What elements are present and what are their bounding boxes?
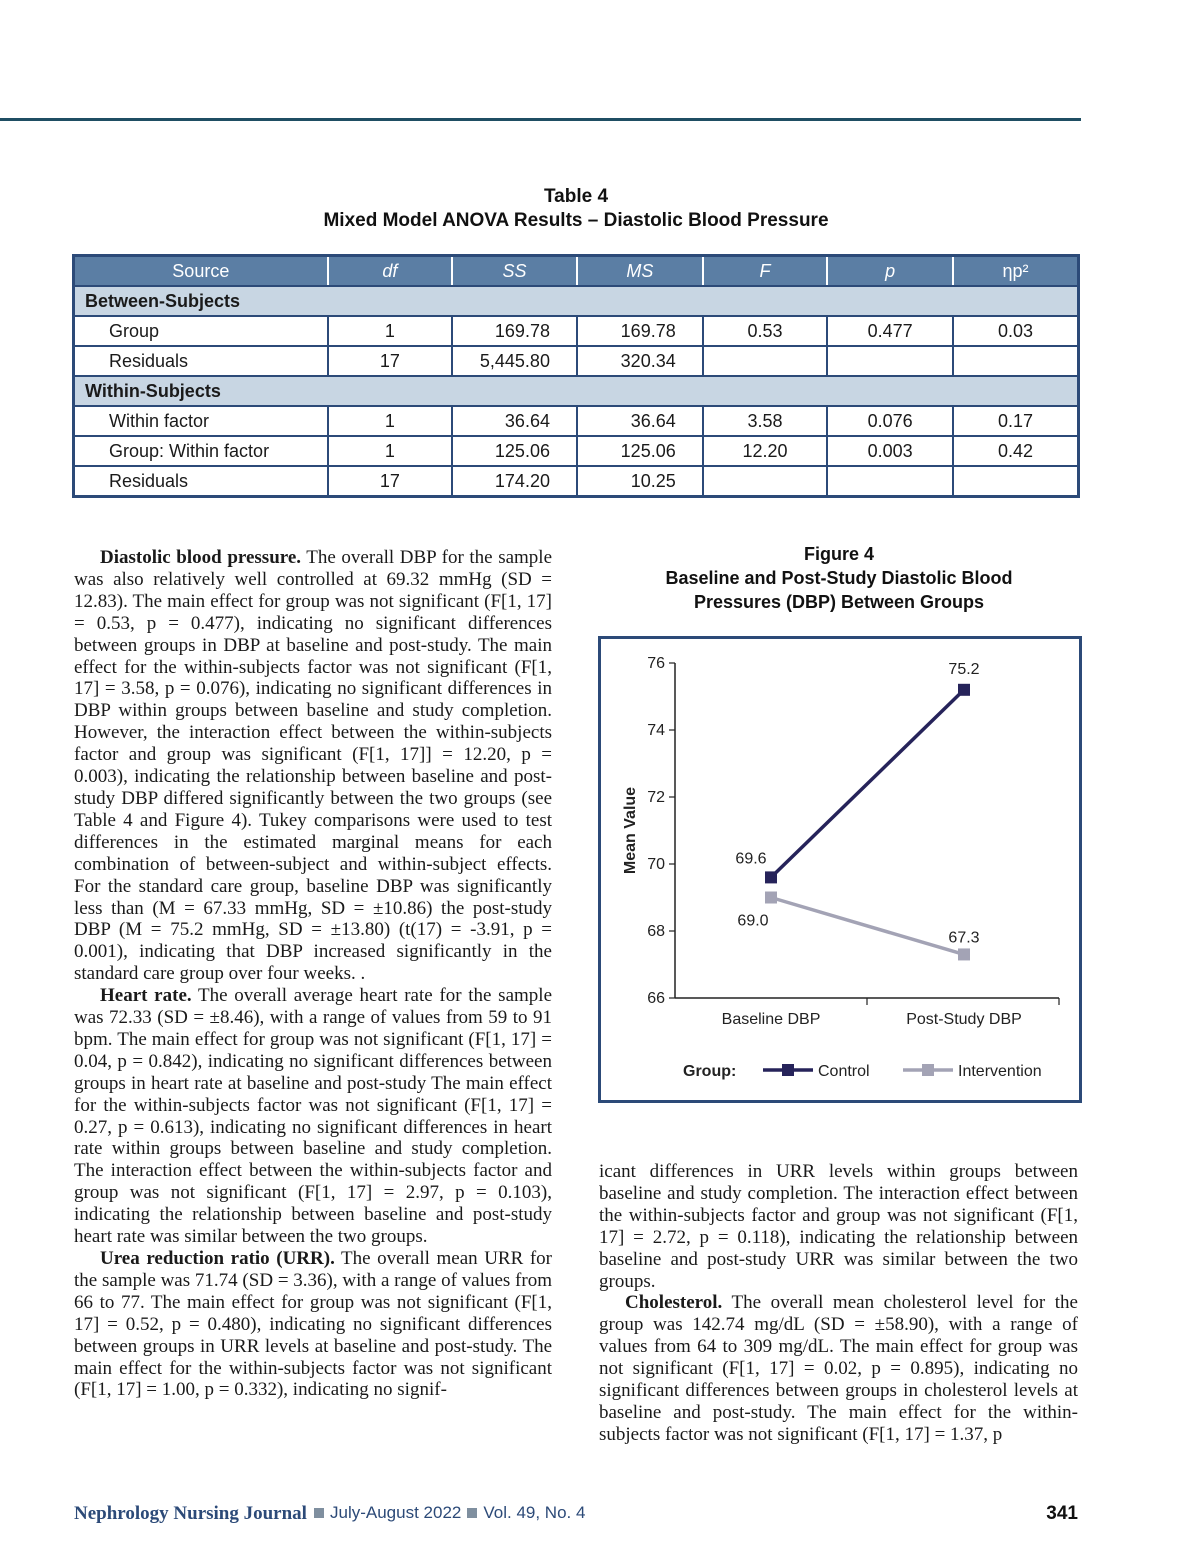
paragraph-dbp bbox=[74, 547, 552, 985]
data-label: 67.3 bbox=[948, 929, 980, 947]
cell-eta: 0.03 bbox=[953, 316, 1079, 346]
footer-issue bbox=[308, 1503, 585, 1523]
y-tick-label: 66 bbox=[647, 990, 665, 1007]
cell-p: 0.477 bbox=[827, 316, 953, 346]
table-row bbox=[74, 406, 1079, 436]
cell-df: 17 bbox=[328, 346, 452, 376]
cell-ms: 36.64 bbox=[577, 406, 703, 436]
cell-df: 1 bbox=[328, 406, 452, 436]
y-tick-label: 68 bbox=[647, 923, 665, 940]
section-row bbox=[74, 376, 1079, 406]
data-label: 69.0 bbox=[737, 912, 769, 930]
footer-journal-name: Nephrology Nursing Journal bbox=[74, 1503, 307, 1524]
cell-source: Group: Within factor bbox=[74, 436, 328, 466]
header-df: df bbox=[328, 256, 452, 287]
cell-source: Within factor bbox=[74, 406, 328, 436]
cell-f: 12.20 bbox=[703, 436, 828, 466]
figure-box bbox=[598, 636, 1082, 1103]
header-ss: SS bbox=[452, 256, 577, 287]
body-cholesterol: The overall mean cholesterol level for the group was 142.74 mg/dL (SD = ±58.90), with a range of values from 64 to 309 mg/dL. The main effect for group was not significant (F[1, 17] = 0.02, p = 0.895), indicating no significant differences between groups in cholesterol levels at baseline and post-study. The main effect for the within-subjects factor was not significant (F[1, 17] = 1.37, p bbox=[599, 1292, 1078, 1445]
body-heart-rate: The overall average heart rate for the sample was 72.33 (SD = ±8.46), with a range of values from 59 to 91 bpm. The main effect for group was not significant (F[1, 17] = 0.04, p = 0.842), indicating no significant differences between groups in heart rate at baseline and post-study The main effect for the within-subjects factor was not significant (F[1, 17] = 0.27, p = 0.613), indicating no significant differences in heart rate within groups between baseline and study completion. The interaction effect between the within-subjects factor and group was not significant (F[1, 17] = 2.97, p = 0.103), indicating the relationship between baseline and post-study heart rate was similar between the two groups. bbox=[74, 985, 552, 1248]
y-tick-label: 76 bbox=[647, 655, 665, 672]
header-p: p bbox=[827, 256, 953, 287]
figure-number: Figure 4 bbox=[803, 544, 874, 564]
cell-ms: 10.25 bbox=[577, 466, 703, 497]
data-point-control bbox=[765, 871, 777, 883]
section-label: Within-Subjects bbox=[74, 376, 1079, 406]
cell-df: 17 bbox=[328, 466, 452, 497]
heading-cholesterol: Cholesterol. bbox=[625, 1292, 723, 1314]
cell-eta bbox=[953, 466, 1079, 497]
table-header-row bbox=[74, 256, 1079, 287]
footer-issue-date: July-August 2022 bbox=[330, 1503, 462, 1522]
right-column bbox=[599, 1161, 1078, 1446]
table-row bbox=[74, 466, 1079, 497]
section-label: Between-Subjects bbox=[74, 286, 1079, 316]
y-tick-label: 72 bbox=[647, 789, 665, 806]
cell-ss: 125.06 bbox=[452, 436, 577, 466]
body-urr-continued: icant differences in URR levels within groups between baseline and study completion. The interaction effect between the within-subjects factor and group was not significant (F[1, 17] = 2.72, p = 0.118), indicating the relationship between baseline and post-study URR was similar between the two groups. bbox=[599, 1161, 1078, 1292]
header-ms: MS bbox=[577, 256, 703, 287]
anova-table bbox=[72, 254, 1080, 498]
cell-f: 3.58 bbox=[703, 406, 828, 436]
cell-eta bbox=[953, 346, 1079, 376]
cell-p bbox=[827, 466, 953, 497]
cell-p: 0.003 bbox=[827, 436, 953, 466]
table-title: Mixed Model ANOVA Results – Diastolic Blood Pressure bbox=[323, 210, 829, 231]
data-point-intervention bbox=[958, 948, 970, 960]
y-axis-title: Mean Value bbox=[622, 786, 639, 875]
data-label: 69.6 bbox=[735, 850, 767, 868]
cell-df: 1 bbox=[328, 316, 452, 346]
series-line-control bbox=[771, 690, 964, 878]
table-number: Table 4 bbox=[543, 186, 609, 207]
legend-marker-control bbox=[782, 1064, 794, 1076]
cell-ms: 169.78 bbox=[577, 316, 703, 346]
body-urr: The overall mean URR for the sample was 71.74 (SD = 3.36), with a range of values from 66 to 77. The main effect for group was not significant (F[1, 17] = 0.52, p = 0.480), indicating no significant differences between groups in URR levels at baseline and post-study. The main effect for the within-subjects factor was not significant (F[1, 17] = 1.00, p = 0.332), indicating no signif- bbox=[74, 1248, 552, 1401]
series-line-intervention bbox=[771, 898, 964, 955]
cell-p bbox=[827, 346, 953, 376]
x-tick-label: Post-Study DBP bbox=[906, 1011, 1022, 1028]
left-column bbox=[74, 547, 552, 1401]
paragraph-heart-rate bbox=[74, 985, 552, 1248]
figure-title-line1: Baseline and Post-Study Diastolic Blood bbox=[665, 568, 1013, 588]
body-dbp: The overall DBP for the sample was also relatively well controlled at 69.32 mmHg (SD = 12.83). The main effect for group was not significant (F[1, 17] = 0.53, p = 0.477), indicating no significant differences between groups in DBP at baseline and post-study. The main effect for the within-subjects factor was not significant (F[1, 17] = 3.58, p = 0.076), indicating no significant differences in DBP within groups between baseline and study completion. However, the interaction effect between the within-subjects factor and group was significant (F[1, 17]] = 12.20, p = 0.003), indicating the relationship between baseline and post-study DBP differed significantly between the two groups (see Table 4 and Figure 4). Tukey comparisons were used to test differences in the estimated marginal means for each combination of between-subject and within-subject effects. For the standard care group, baseline DBP was significantly less than (M = 67.33 mmHg, SD = ±10.86) the post-study DBP (M = 75.2 mmHg, SD = ±13.80) (t(17) = -3.91, p = 0.001), indicating that DBP increased significantly in the standard care group over four weeks. . bbox=[74, 547, 553, 985]
x-tick-label: Baseline DBP bbox=[721, 1011, 821, 1028]
legend-label: Intervention bbox=[958, 1063, 1042, 1080]
paragraph-urr-continued bbox=[599, 1161, 1078, 1292]
data-label: 75.2 bbox=[948, 660, 980, 678]
paragraph-cholesterol bbox=[599, 1292, 1078, 1445]
heading-urr: Urea reduction ratio (URR). bbox=[100, 1248, 335, 1269]
cell-ss: 5,445.80 bbox=[452, 346, 577, 376]
figure-title-line2: Pressures (DBP) Between Groups bbox=[693, 592, 985, 612]
legend-label: Control bbox=[818, 1063, 870, 1080]
table-row bbox=[74, 316, 1079, 346]
cell-ss: 169.78 bbox=[452, 316, 577, 346]
paragraph-urr bbox=[74, 1248, 552, 1401]
data-point-control bbox=[958, 684, 970, 696]
cell-ms: 125.06 bbox=[577, 436, 703, 466]
header-rule bbox=[0, 118, 1081, 121]
cell-df: 1 bbox=[328, 436, 452, 466]
cell-f bbox=[703, 466, 828, 497]
square-bullet-icon bbox=[314, 1508, 324, 1518]
section-row bbox=[74, 286, 1079, 316]
cell-f: 0.53 bbox=[703, 316, 828, 346]
data-point-intervention bbox=[765, 892, 777, 904]
footer-volume: Vol. 49, No. 4 bbox=[483, 1503, 586, 1522]
y-tick-label: 70 bbox=[647, 856, 665, 873]
heading-heart-rate: Heart rate. bbox=[100, 985, 192, 1007]
page-number: 341 bbox=[1046, 1503, 1078, 1524]
legend-title: Group: bbox=[683, 1063, 737, 1080]
cell-ms: 320.34 bbox=[577, 346, 703, 376]
header-f: F bbox=[703, 256, 828, 287]
y-tick-label: 74 bbox=[647, 722, 665, 739]
cell-source: Group bbox=[74, 316, 328, 346]
cell-eta: 0.17 bbox=[953, 406, 1079, 436]
table-row bbox=[74, 436, 1079, 466]
cell-source: Residuals bbox=[74, 466, 328, 497]
cell-p: 0.076 bbox=[827, 406, 953, 436]
cell-source: Residuals bbox=[74, 346, 328, 376]
legend-marker-intervention bbox=[922, 1064, 934, 1076]
cell-ss: 174.20 bbox=[452, 466, 577, 497]
cell-ss: 36.64 bbox=[452, 406, 577, 436]
header-eta: ηp² bbox=[953, 256, 1079, 287]
table-row bbox=[74, 346, 1079, 376]
heading-dbp: Diastolic blood pressure. bbox=[100, 547, 302, 568]
square-bullet-icon bbox=[467, 1508, 477, 1518]
header-source: Source bbox=[74, 256, 328, 287]
dbp-line-chart bbox=[601, 639, 1079, 1100]
cell-f bbox=[703, 346, 828, 376]
cell-eta: 0.42 bbox=[953, 436, 1079, 466]
